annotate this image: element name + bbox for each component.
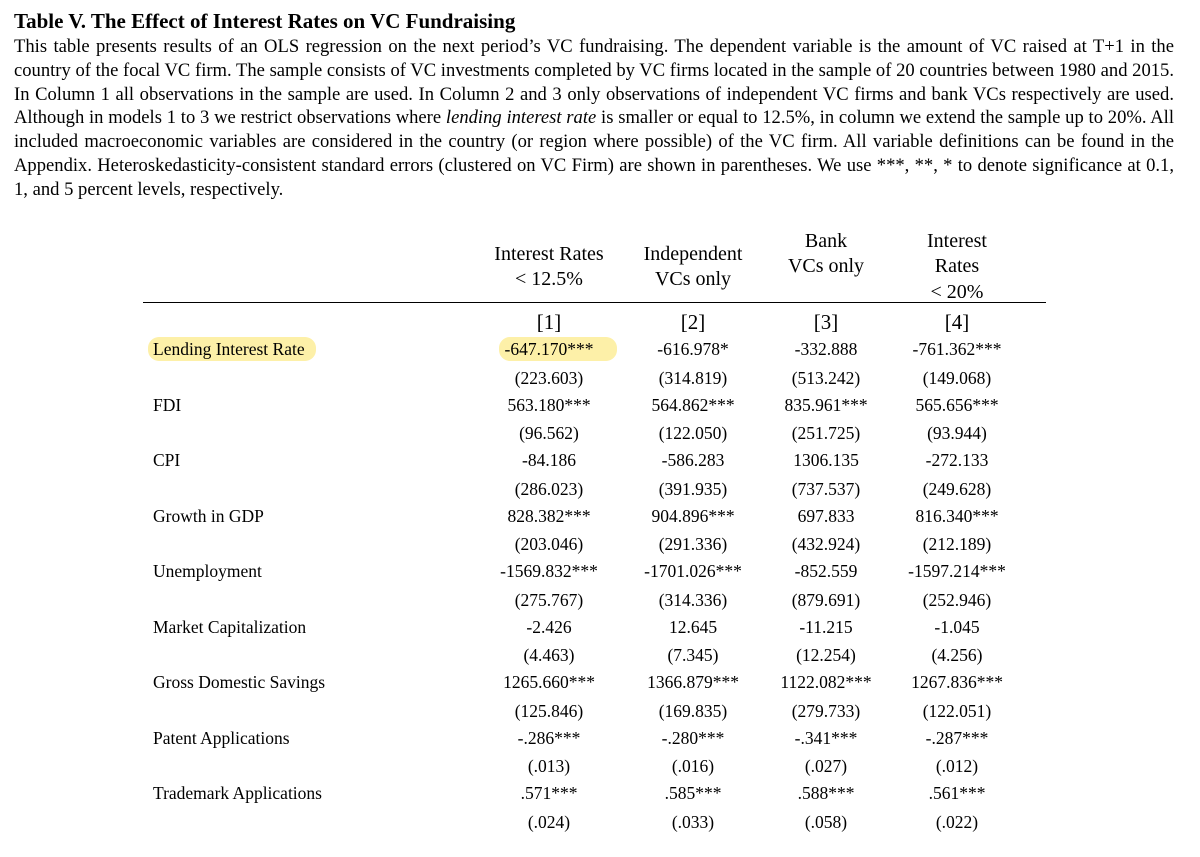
standard-error-cell: (.012) xyxy=(935,756,979,776)
coefficient-cell: 1366.879*** xyxy=(647,672,739,692)
standard-error-cell: (286.023) xyxy=(514,478,584,499)
coefficient-cell: -647.170*** xyxy=(504,339,594,359)
standard-error-cell: (737.537) xyxy=(791,478,861,499)
column-number: [3] xyxy=(813,310,839,334)
coefficient-cell: .561*** xyxy=(928,783,986,803)
coefficient-cell: 904.896*** xyxy=(651,505,735,526)
coefficient-cell: .588*** xyxy=(797,783,855,803)
standard-error-cell: (203.046) xyxy=(514,534,584,554)
coefficient-cell: 835.961*** xyxy=(784,394,868,415)
row-label: Growth in GDP xyxy=(153,505,264,526)
standard-error-cell: (4.463) xyxy=(523,645,575,665)
standard-error-cell: (96.562) xyxy=(519,423,579,443)
standard-error-cell: (93.944) xyxy=(927,423,987,443)
row-label: Unemployment xyxy=(153,561,262,581)
coefficient-cell: -616.978* xyxy=(657,339,729,359)
caption-italic-term: lending interest rate xyxy=(445,107,597,129)
coefficient-cell: -.287*** xyxy=(925,727,989,748)
standard-error-cell: (275.767) xyxy=(514,589,584,610)
standard-error-cell: (149.068) xyxy=(922,367,992,388)
column-number: [4] xyxy=(944,310,970,334)
standard-error-cell: (879.691) xyxy=(791,589,861,610)
standard-error-cell: (223.603) xyxy=(514,367,584,388)
column-header-line: Independent xyxy=(643,243,743,265)
row-label: Market Capitalization xyxy=(153,616,307,637)
standard-error-cell: (.016) xyxy=(671,756,715,776)
standard-error-cell: (212.189) xyxy=(922,534,992,554)
coefficient-cell: 563.180*** xyxy=(507,394,591,415)
column-header-line: < 20% xyxy=(930,281,984,303)
coefficient-cell: -272.133 xyxy=(925,450,989,470)
column-header-line: < 12.5% xyxy=(515,268,583,290)
standard-error-cell: (.013) xyxy=(527,756,571,776)
coefficient-cell: -.341*** xyxy=(794,727,858,748)
standard-error-cell: (122.050) xyxy=(658,423,728,443)
standard-error-cell: (12.254) xyxy=(796,645,856,665)
column-header-line: Bank xyxy=(804,230,848,252)
coefficient-cell: -.286*** xyxy=(517,727,581,748)
coefficient-cell: 1265.660*** xyxy=(503,672,595,692)
column-header-line: Rates xyxy=(934,255,980,277)
standard-error-cell: (.058) xyxy=(804,811,848,832)
row-label: FDI xyxy=(153,394,182,415)
coefficient-cell: 1267.836*** xyxy=(911,672,1003,692)
column-header-line: VCs only xyxy=(787,255,865,277)
coefficient-cell: -2.426 xyxy=(526,616,572,637)
row-label: Trademark Applications xyxy=(153,783,322,803)
coefficient-cell: -586.283 xyxy=(661,450,725,470)
standard-error-cell: (513.242) xyxy=(791,367,861,388)
table-title: Table V. The Effect of Interest Rates on VC Fundraising xyxy=(14,9,516,33)
standard-error-cell: (391.935) xyxy=(658,478,728,499)
coefficient-cell: .585*** xyxy=(664,783,722,803)
standard-error-cell: (314.336) xyxy=(658,589,728,610)
coefficient-cell: -332.888 xyxy=(794,339,858,359)
column-header-line: Interest Rates xyxy=(494,243,604,265)
standard-error-cell: (.027) xyxy=(804,756,848,776)
standard-error-cell: (125.846) xyxy=(514,700,584,721)
standard-error-cell: (.022) xyxy=(935,811,979,832)
standard-error-cell: (.024) xyxy=(527,811,571,832)
row-label: Lending Interest Rate xyxy=(153,339,305,359)
standard-error-cell: (252.946) xyxy=(922,589,992,610)
row-label: Patent Applications xyxy=(153,727,290,748)
header-rule xyxy=(143,302,1046,303)
coefficient-cell: 1306.135 xyxy=(793,450,859,470)
coefficient-cell: -1701.026*** xyxy=(644,561,742,581)
caption-text-2: is smaller or equal to 12.5%, in column we extend the sample up to 20%. All included macroeconomic variables are considered in the country (or region where possible) of the VC firm. All variable definitions can be found in the Appendix. Heteroskedasticity-consistent standard errors (clustered on VC Firm) are shown in parentheses. We use ***, **, * to denote significance at 0.1, 1, and 5 percent levels, respectively. xyxy=(14,107,1175,200)
column-header-line: VCs only xyxy=(654,268,732,290)
standard-error-cell: (249.628) xyxy=(922,478,992,499)
column-header-line: Interest xyxy=(927,230,987,252)
coefficient-cell: -11.215 xyxy=(799,616,853,637)
column-number: [1] xyxy=(536,310,562,334)
coefficient-cell: -761.362*** xyxy=(912,339,1002,359)
coefficient-cell: -852.559 xyxy=(794,561,858,581)
standard-error-cell: (279.733) xyxy=(791,700,861,721)
coefficient-cell: 1122.082*** xyxy=(780,672,872,692)
coefficient-cell: .571*** xyxy=(520,783,578,803)
standard-error-cell: (.033) xyxy=(671,811,715,832)
caption-text-1: This table presents results of an OLS regression on the next period’s VC fundraising. The dependent variable is the amount of VC raised at T+1 in the country of the focal VC firm. The sample consists of VC investments completed by VC firms located in the sample of 20 countries between 1980 and 2015. In Column 1 all observations in the sample are used. In Column 2 and 3 only observations of independent VC firms and bank VCs respectively are used. Although in models 1 to 3 we restrict observations where xyxy=(14,36,1174,129)
standard-error-cell: (432.924) xyxy=(791,534,861,554)
coefficient-cell: 828.382*** xyxy=(507,505,591,526)
coefficient-cell: 564.862*** xyxy=(651,394,735,415)
column-number: [2] xyxy=(680,310,706,334)
standard-error-cell: (251.725) xyxy=(791,423,861,443)
standard-error-cell: (169.835) xyxy=(658,700,728,721)
coefficient-cell: 12.645 xyxy=(668,616,718,637)
coefficient-cell: -.280*** xyxy=(661,727,725,748)
standard-error-cell: (291.336) xyxy=(658,534,728,554)
standard-error-cell: (314.819) xyxy=(658,367,728,388)
coefficient-cell: -84.186 xyxy=(522,450,576,470)
standard-error-cell: (4.256) xyxy=(931,645,983,665)
coefficient-cell: -1569.832*** xyxy=(500,561,598,581)
coefficient-cell: -1.045 xyxy=(934,616,980,637)
coefficient-cell: -1597.214*** xyxy=(908,561,1006,581)
row-label: CPI xyxy=(153,450,181,470)
coefficient-cell: 697.833 xyxy=(797,505,855,526)
standard-error-cell: (7.345) xyxy=(667,645,719,665)
coefficient-cell: 816.340*** xyxy=(915,505,999,526)
table-caption xyxy=(14,35,1174,202)
row-label: Gross Domestic Savings xyxy=(153,672,326,692)
standard-error-cell: (122.051) xyxy=(922,700,992,721)
coefficient-cell: 565.656*** xyxy=(915,394,999,415)
